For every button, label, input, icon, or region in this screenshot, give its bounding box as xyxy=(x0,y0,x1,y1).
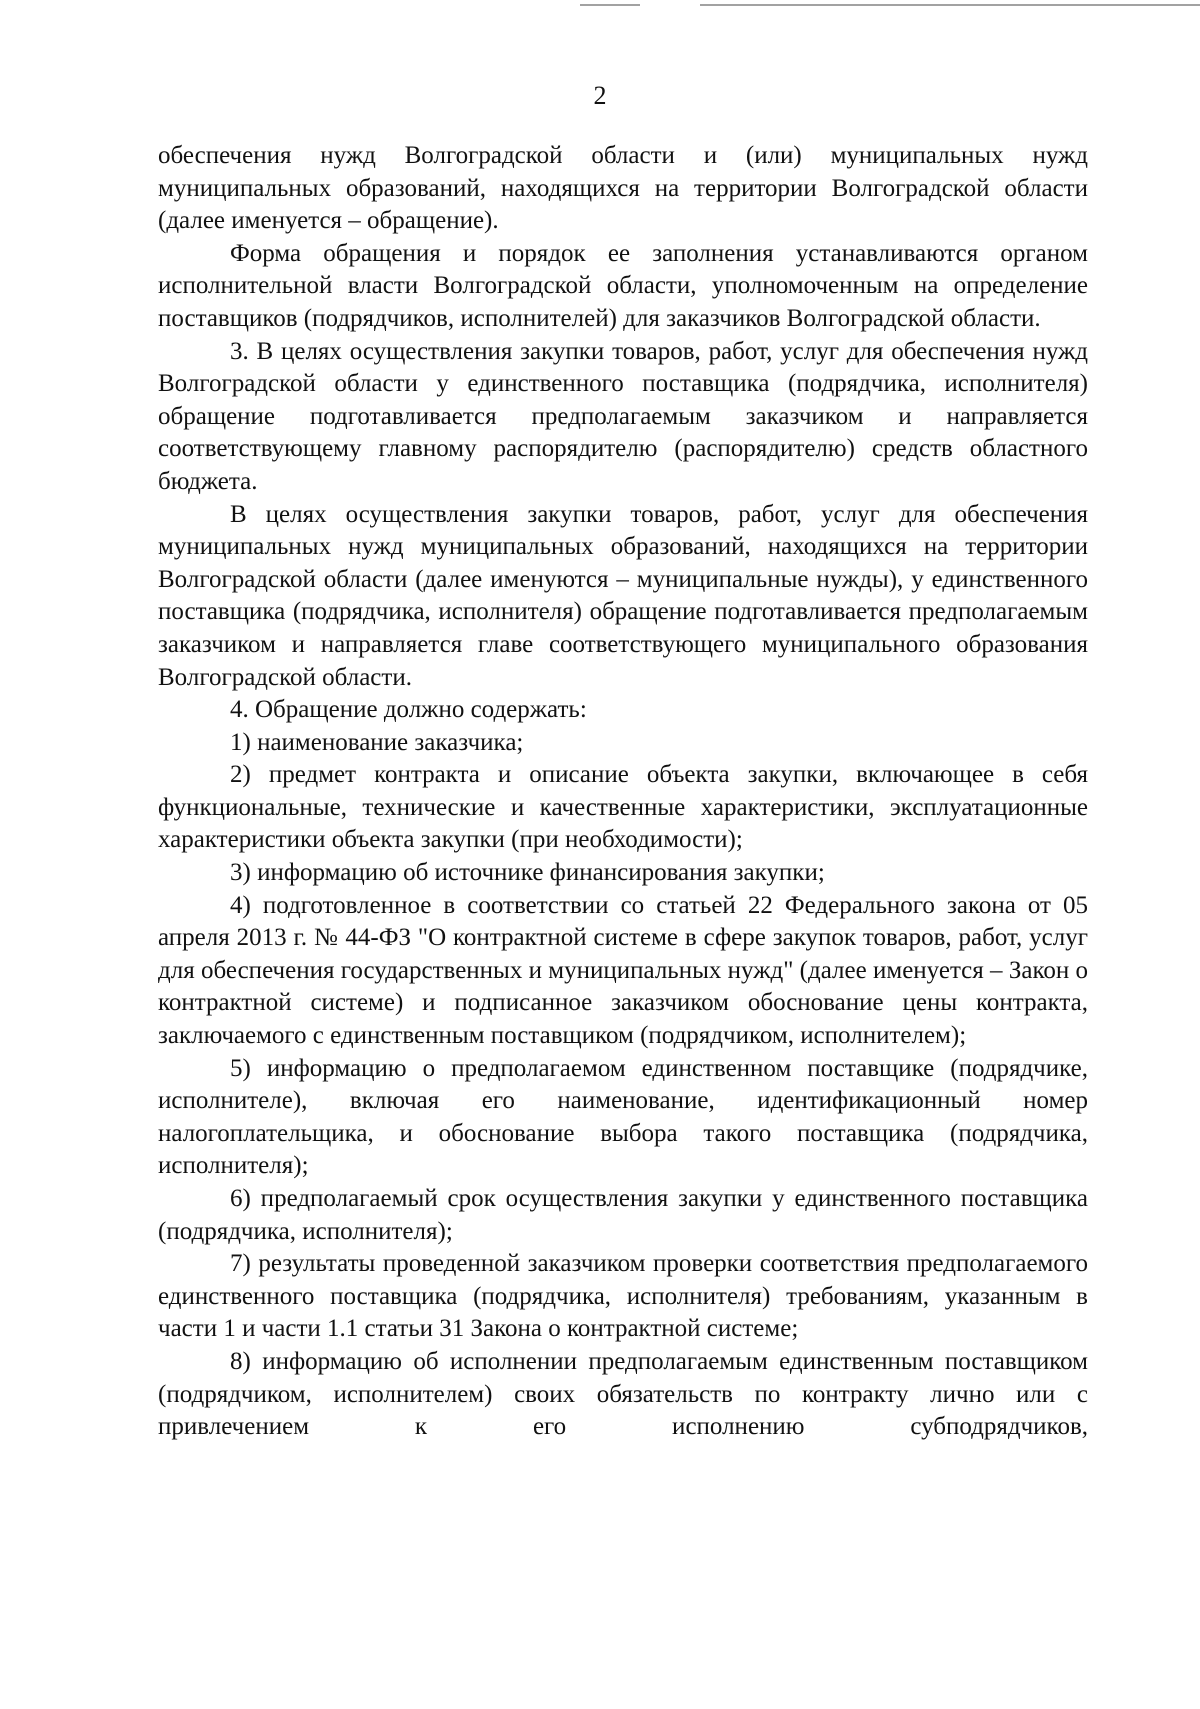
scan-artifact-line-short xyxy=(580,4,640,6)
paragraph: 1) наименование заказчика; xyxy=(230,728,524,756)
paragraph: 3) информацию об источнике финансирования закупки; xyxy=(230,859,825,887)
paragraph: 2) предмет контракта и описание объекта закупки, включающее в себя функциональные, технические и качественные характеристики, эксплуатационные характеристики объекта закупки (при необходимости); xyxy=(158,761,1088,854)
document-body xyxy=(158,140,1088,1444)
paragraph: 5) информацию о предполагаемом единственном поставщике (подрядчике, исполнителе), включая его наименование, идентификационный номер налогоплательщика, и обоснование выбора такого поставщика (подрядчика, исполнителя); xyxy=(158,1054,1088,1180)
paragraph: 4. Обращение должно содержать: xyxy=(230,696,587,724)
paragraph: В целях осуществления закупки товаров, работ, услуг для обеспечения муниципальных нужд муниципальных образований, находящихся на территории Волгоградской области (далее именуются – муниципальные нужды), у единственного поставщика (подрядчика, исполнителя) обращение подготавливается предполагаемым заказчиком и направляется главе соответствующего муниципального образования Волгоградской области. xyxy=(158,500,1088,691)
page-number: 2 xyxy=(593,81,607,110)
paragraph: 3. В целях осуществления закупки товаров, работ, услуг для обеспечения нужд Волгоградской области у единственного поставщика (подрядчика, исполнителя) обращение подготавливается предполагаемым заказчиком и направляется соответствующему главному распорядителю (распорядителю) средств областного бюджета. xyxy=(158,337,1088,495)
paragraph: 7) результаты проведенной заказчиком проверки соответствия предполагаемого единственного поставщика (подрядчика, исполнителя) требованиям, указанным в части 1 и части 1.1 статьи 31 Закона о контрактной системе; xyxy=(158,1250,1088,1343)
scan-artifact-line xyxy=(700,4,1200,6)
paragraph: 6) предполагаемый срок осуществления закупки у единственного поставщика (подрядчика, исполнителя); xyxy=(158,1185,1088,1245)
paragraph: обеспечения нужд Волгоградской области и (или) муниципальных нужд муниципальных образований, находящихся на территории Волгоградской области (далее именуется – обращение). xyxy=(158,142,1088,235)
paragraph: Форма обращения и порядок ее заполнения устанавливаются органом исполнительной власти Волгоградской области, уполномоченным на определение поставщиков (подрядчиков, исполнителей) для заказчиков Волгоградской области. xyxy=(158,239,1088,332)
paragraph: 4) подготовленное в соответствии со статьей 22 Федерального закона от 05 апреля 2013 г. № 44-ФЗ "О контрактной системе в сфере закупок товаров, работ, услуг для обеспечения государственных и муниципальных нужд" (далее именуется – Закон о контрактной системе) и подписанное заказчиком обоснование цены контракта, заключаемого с единственным поставщиком (подрядчиком, исполнителем); xyxy=(158,891,1088,1050)
paragraph: 8) информацию об исполнении предполагаемым единственным поставщиком (подрядчиком, исполнителем) своих обязательств по контракту лично или с привлечением к его исполнению субподрядчиков, xyxy=(158,1347,1088,1441)
